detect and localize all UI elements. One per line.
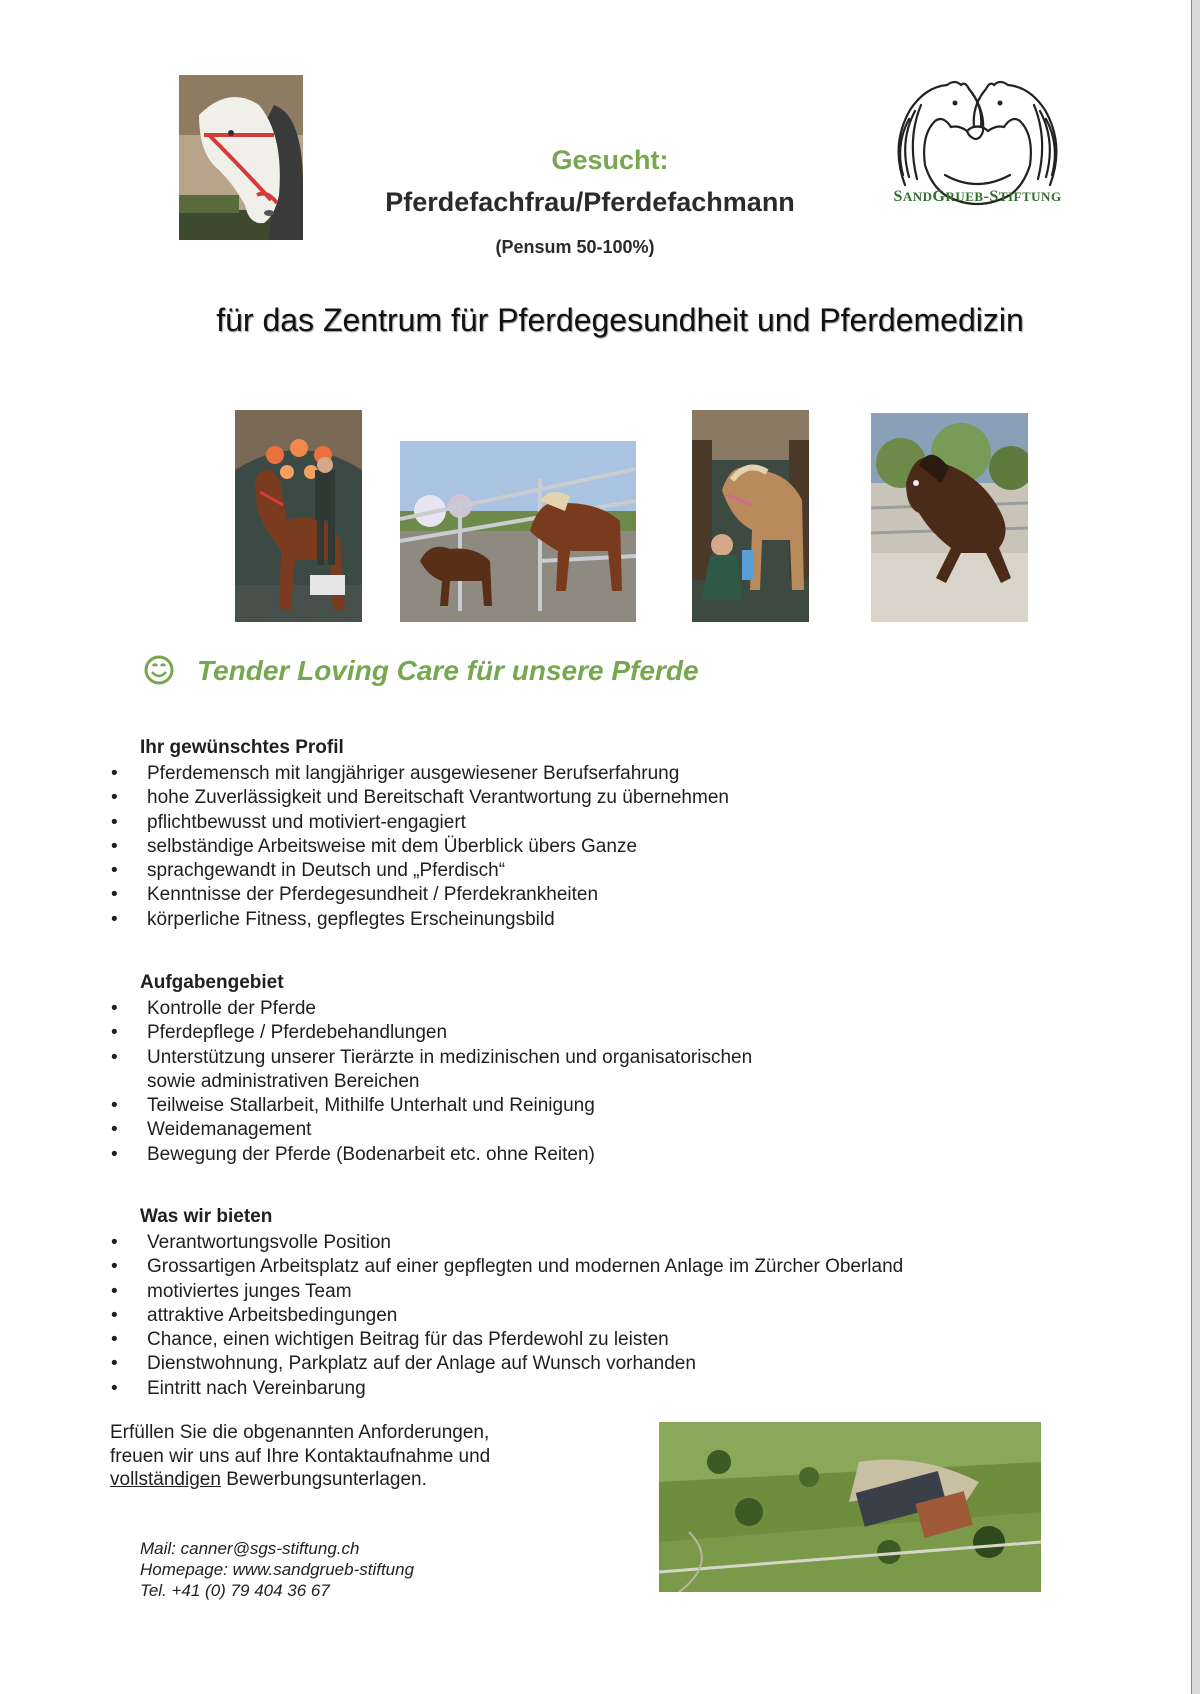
list-item: • Weidemanagement [108,1118,1008,1142]
aerial-farm-photo [659,1422,1041,1592]
list-item: • Pferdemensch mit langjähriger ausgewiesener Berufserfahrung [108,762,1008,786]
list-item: • Verantwortungsvolle Position [108,1231,1008,1255]
white-horse-photo [179,75,303,240]
list-item: • attraktive Arbeitsbedingungen [108,1304,1008,1328]
bullet-icon: • [111,835,118,857]
bullet-icon: • [111,998,118,1019]
horse-treatment-photo [692,410,809,622]
bullet-icon: • [111,908,118,930]
logo-wordmark: SANDGRUEB-STIFTUNG [893,188,1062,205]
list-item: • Bewegung der Pferde (Bodenarbeit etc. ohne Reiten) [108,1143,1008,1167]
profile-section [108,736,1008,932]
closing-line: Erfüllen Sie die obgenannten Anforderungen, [110,1422,490,1443]
contact-block [140,1538,414,1601]
bullet-icon: • [111,1143,118,1165]
tasks-list [108,997,1008,1167]
tasks-heading: Aufgabengebiet [140,972,284,993]
list-item: • Dienstwohnung, Parkplatz auf der Anlage auf Wunsch vorhanden [108,1352,1008,1376]
list-item: • Pferdepflege / Pferdebehandlungen [108,1021,1008,1045]
bullet-icon: • [111,1232,118,1253]
list-item: • Chance, einen wichtigen Beitrag für das Pferdewohl zu leisten [108,1328,1008,1352]
bullet-icon: • [111,1022,118,1044]
bullet-icon: • [111,1256,118,1278]
bullet-icon: • [111,1046,118,1068]
horse-infrared-photo [235,410,362,622]
center-headline: für das Zentrum für Pferdegesundheit und Pferdemedizin [216,302,1024,338]
bullet-icon: • [111,787,118,809]
bullet-icon: • [111,1095,118,1117]
list-item: • Grossartigen Arbeitsplatz auf einer gepflegten und modernen Anlage im Zürcher Oberland [108,1255,1008,1279]
bullet-icon: • [111,1304,118,1326]
workload-label: (Pensum 50-100%) [495,237,655,257]
bullet-icon: • [111,1119,118,1141]
contact-phone: Tel. +41 (0) 79 404 36 67 [140,1581,330,1600]
bullet-icon: • [111,860,118,882]
offer-list [108,1231,1008,1401]
horse-galloping-photo [871,413,1028,622]
list-item: • Kenntnisse der Pferdegesundheit / Pferdekrankheiten [108,883,1008,907]
bullet-icon: • [111,1329,118,1351]
list-item-continuation: sowie administrativen Bereichen [147,1070,420,1092]
list-item: • pflichtbewusst und motiviert-engagiert [108,811,1008,835]
list-item: • motiviertes junges Team [108,1280,1008,1304]
offer-section [108,1205,1008,1401]
page-edge-shadow [1192,0,1200,1694]
tagline: Tender Loving Care für unsere Pferde [197,655,699,686]
tasks-section [108,971,1008,1167]
closing-line: vollständigen Bewerbungsunterlagen. [110,1469,427,1490]
list-item: • selbständige Arbeitsweise mit dem Überblick übers Ganze [108,835,1008,859]
job-title: Pferdefachfrau/Pferdefachmann [385,187,795,217]
bullet-icon: • [111,1353,118,1375]
contact-homepage[interactable]: Homepage: www.sandgrueb-stiftung [140,1560,415,1579]
list-item: • Teilweise Stallarbeit, Mithilfe Unterhalt und Reinigung [108,1094,1008,1118]
profile-list [108,762,1008,932]
profile-heading: Ihr gewünschtes Profil [140,737,344,758]
contact-mail[interactable]: Mail: canner@sgs-stiftung.ch [140,1539,360,1558]
sought-label: Gesucht: [551,145,669,175]
bullet-icon: • [111,763,118,784]
list-item: • Kontrolle der Pferde [108,997,1008,1021]
bullet-icon: • [111,1377,118,1399]
list-item: • hohe Zuverlässigkeit und Bereitschaft Verantwortung zu übernehmen [108,786,1008,810]
smiley-face-icon [143,654,175,686]
list-item: • sprachgewandt in Deutsch und „Pferdisch“ [108,859,1008,883]
list-item: • körperliche Fitness, gepflegtes Erscheinungsbild [108,908,1008,932]
list-item: • Eintritt nach Vereinbarung [108,1377,1008,1401]
ponies-paddock-photo [400,441,636,622]
bullet-icon: • [111,811,118,833]
underlined-word: vollständigen [110,1469,221,1490]
list-item: • Unterstützung unserer Tierärzte in medizinischen und organisatorischen [108,1046,1008,1070]
closing-line: freuen wir uns auf Ihre Kontaktaufnahme und [110,1445,491,1467]
offer-heading: Was wir bieten [140,1206,273,1227]
bullet-icon: • [111,884,118,906]
bullet-icon: • [111,1280,118,1302]
closing-paragraph [110,1421,590,1492]
